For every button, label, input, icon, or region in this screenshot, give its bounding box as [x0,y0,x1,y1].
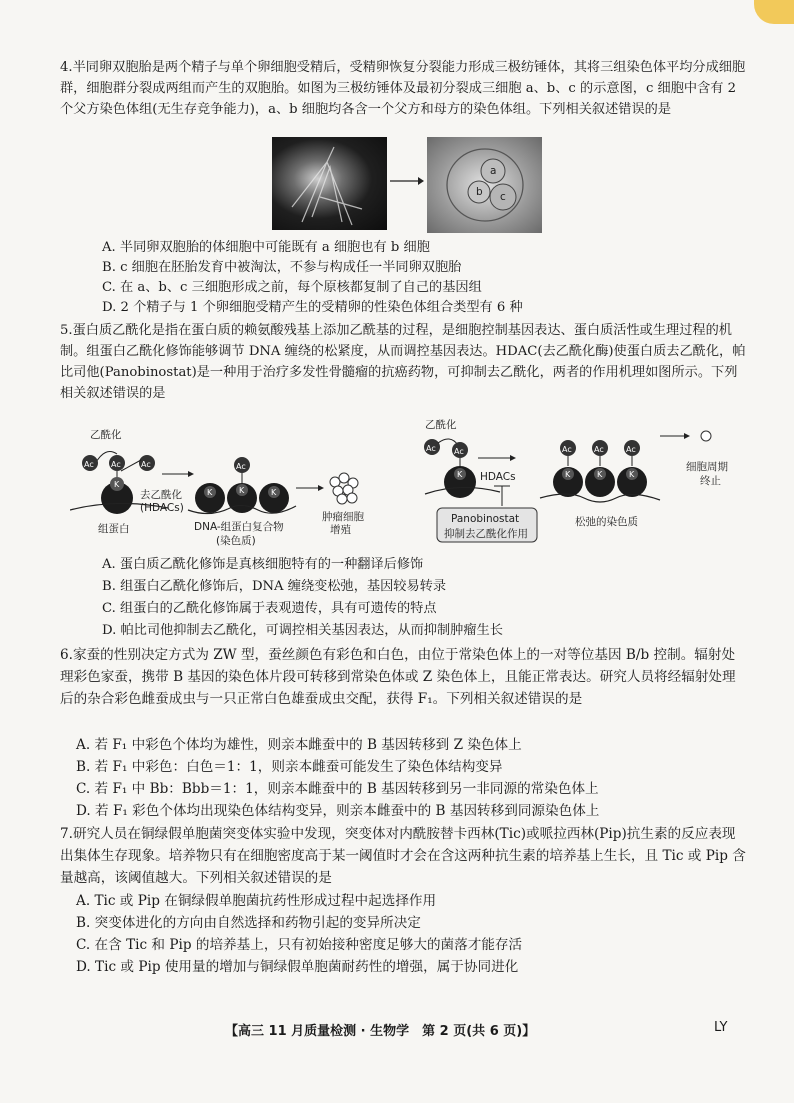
svg-text:Ac: Ac [454,447,464,456]
svg-text:Ac: Ac [626,445,636,454]
footer-code: LY [714,1020,728,1035]
label-acetylation-right: 乙酰化 [425,419,457,431]
cell-label-a: a [490,165,497,177]
q5-option-b: B. 组蛋白乙酰化修饰后，DNA 缠绕变松弛，基因较易转录 [102,579,447,594]
svg-text:Ac: Ac [111,460,121,469]
q4-option-d: D. 2 个精子与 1 个卵细胞受精产生的受精卵的性染色体组合类型有 6 种 [102,300,523,315]
q6-option-a: A. 若 F₁ 中彩色个体均为雄性，则亲本雌蚕中的 B 基因转移到 Z 染色体上 [76,737,522,753]
svg-text:Ac: Ac [562,445,572,454]
svg-text:K: K [239,486,245,495]
q4-option-c: C. 在 a、b、c 三细胞形成之前，每个原核都复制了自己的基因组 [102,280,482,295]
page-footer: 【高三 11 月质量检测 · 生物学 第 2 页(共 6 页)】 [225,1024,536,1039]
question-7-stem: 7.研究人员在铜绿假单胞菌突变体实验中发现，突变体对内酰胺替卡西林(Tic)或哌拉西林(Pip)抗生素的反应表现出集体生存现象。培养物只有在细胞密度高于某一阈值时才会在含这两种抗生素的培养基上生长，且 Tic 或 Pip 含量越高，该阈值越大。下列相关叙述错误的是 [60,826,746,886]
page-corner-mark [754,0,794,24]
three-cell-photo [427,137,542,233]
q7-option-b: B. 突变体进化的方向由自然选择和药物引起的变异所决定 [76,915,421,931]
tripolar-spindle-photo [272,137,387,230]
question-6-stem: 6.家蚕的性别决定方式为 ZW 型，蚕丝颜色有彩色和白色，由位于常染色体上的一对等位基因 B/b 控制。辐射处理彩色家蚕，携带 B 基因的染色体片段可转移到常染色体或 Z 染色体上，且能正常表达。研究人员将经辐射处理后的杂合彩色雌蚕成虫与一只正常白色雄蚕成虫交配，获得 F₁。下列相关叙述错误的是 [60,647,736,707]
acetylation-mechanism-diagram [70,410,750,550]
svg-text:K: K [457,470,463,479]
label-histone: 组蛋白 [98,523,130,535]
q5-option-a: A. 蛋白质乙酰化修饰是真核细胞特有的一种翻译后修饰 [102,557,424,572]
q4-option-b: B. c 细胞在胚胎发育中被淘汰，不参与构成任一半同卵双胞胎 [102,260,462,275]
label-hdacs: HDACs [480,471,516,483]
svg-text:K: K [597,470,603,479]
cell-label-c: c [500,191,506,203]
arrow-icon [390,175,424,187]
tumor-cluster [330,473,358,504]
label-panobinostat: Panobinostat [451,513,520,525]
label-tumor-line2: 增殖 [330,524,351,536]
q5-option-c: C. 组蛋白的乙酰化修饰属于表观遗传，具有可遗传的特点 [102,601,437,616]
label-arrest-line2: 终止 [700,475,721,487]
label-complex-line1: DNA-组蛋白复合物 [194,521,284,533]
svg-text:K: K [629,470,635,479]
q4-option-a: A. 半同卵双胞胎的体细胞中可能既有 a 细胞也有 b 细胞 [102,240,430,255]
q6-option-c: C. 若 F₁ 中 Bb：Bbb＝1：1，则亲本雌蚕中的 B 基因转移到另一非同源的常染色体上 [76,781,599,797]
q7-option-d: D. Tic 或 Pip 使用量的增加与铜绿假单胞菌耐药性的增强，属于协同进化 [76,959,519,975]
svg-text:K: K [207,488,213,497]
arrested-cell [701,431,711,441]
svg-text:Ac: Ac [84,460,94,469]
label-inhibit-deacetylation: 抑制去乙酰化作用 [444,528,528,540]
spindle-fibers-drawing [272,137,387,230]
label-loose-chromatin: 松弛的染色质 [575,516,638,528]
question-4-stem: 4.半同卵双胞胎是两个精子与单个卵细胞受精后，受精卵恢复分裂能力形成三极纺锤体，其将三组染色体平均分成细胞群，细胞群分裂成两组而产生的双胞胎。如图为三极纺锤体及最初分裂成三细胞 a、b、c 的示意图，c 细胞中含有 2 个父方染色体组(无生存竞争能力)，a、b 细胞均各含一个父方和母方的染色体组。下列相关叙述错误的是 [60,60,746,117]
q6-option-d: D. 若 F₁ 彩色个体均出现染色体结构变异，则亲本雌蚕中的 B 基因转移到同源染色体上 [76,803,600,819]
label-tumor-line1: 肿瘤细胞 [322,511,364,523]
svg-text:K: K [565,470,571,479]
q5-option-d: D. 帕比司他抑制去乙酰化，可调控相关基因表达，从而抑制肿瘤生长 [102,623,503,638]
label-acetylation-left: 乙酰化 [90,429,122,441]
q7-option-a: A. Tic 或 Pip 在铜绿假单胞菌抗药性形成过程中起选择作用 [76,893,437,909]
label-hdacs-paren: (HDACs) [140,502,184,514]
svg-text:Ac: Ac [141,460,151,469]
label-arrest-line1: 细胞周期 [686,461,728,473]
svg-text:K: K [114,480,120,489]
svg-text:Ac: Ac [426,444,436,453]
question-5-stem: 5.蛋白质乙酰化是指在蛋白质的赖氨酸残基上添加乙酰基的过程，是细胞控制基因表达、蛋白质活性或生理过程的机制。组蛋白乙酰化修饰能够调节 DNA 缠绕的松紧度，从而调控基因表达。HDAC(去乙酰化酶)使蛋白质去乙酰化，帕比司他(Panobinostat)是一种用于治疗多发性骨髓瘤的抗癌药物，可抑制去乙酰化，两者的作用机理如图所示。下列相关叙述错误的是 [60,323,746,401]
label-deacetylation: 去乙酰化 [140,489,182,501]
three-cells-drawing [427,137,542,233]
label-complex-line2: (染色质) [216,535,256,547]
q7-option-c: C. 在含 Tic 和 Pip 的培养基上，只有初始接种密度足够大的菌落才能存活 [76,937,523,953]
svg-text:Ac: Ac [236,462,246,471]
q6-option-b: B. 若 F₁ 中彩色：白色＝1：1，则亲本雌蚕可能发生了染色体结构变异 [76,759,503,775]
svg-text:K: K [271,488,277,497]
cell-label-b: b [476,186,483,198]
svg-text:Ac: Ac [594,445,604,454]
